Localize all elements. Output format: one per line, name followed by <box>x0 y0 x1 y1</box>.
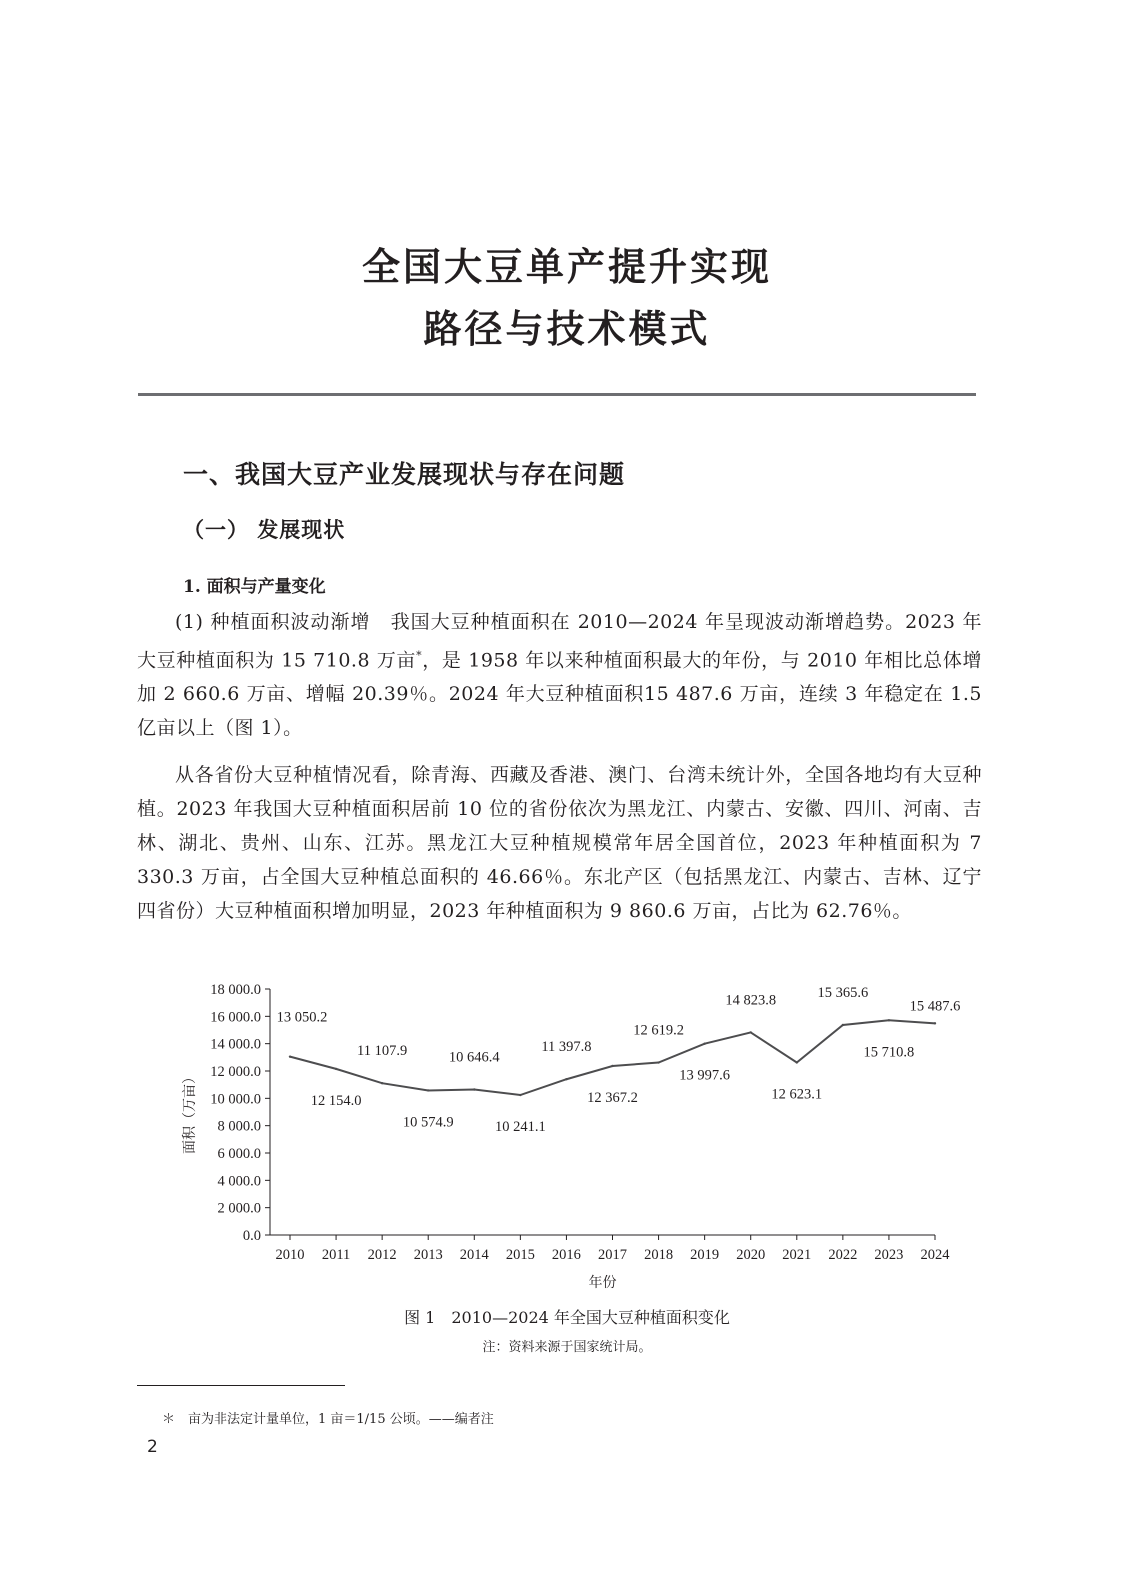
subsubsection-heading: 1. 面积与产量变化 <box>183 577 326 597</box>
y-tick-label: 10 000.0 <box>210 1091 261 1108</box>
y-axis-title: 面积（万亩） <box>182 1070 198 1154</box>
y-tick-label: 8 000.0 <box>217 1118 261 1135</box>
y-tick-label: 16 000.0 <box>210 1009 261 1026</box>
x-tick-label: 2020 <box>736 1247 766 1263</box>
data-label: 10 241.1 <box>494 1119 546 1136</box>
data-label: 11 397.8 <box>541 1039 592 1056</box>
x-tick-label: 2022 <box>828 1247 858 1263</box>
x-tick-label: 2016 <box>551 1247 581 1263</box>
footnote-marker: * <box>416 649 423 662</box>
x-tick-label: 2023 <box>874 1247 904 1263</box>
area-line-chart <box>170 978 961 1298</box>
paragraph-1-part-2: ，是 1958 年以来种植面积最大的年份，与 2010 年相比总体增加 2 660.6 万亩、增幅 20.39％。2024 年大豆种植面积15 487.6 万亩，连续 3 年稳定在 1.5 亿亩以上（图 1）。 <box>137 649 982 740</box>
figure-note: 注：资料来源于国家统计局。 <box>482 1340 652 1355</box>
data-point <box>750 1031 752 1033</box>
data-label: 11 107.9 <box>357 1043 408 1060</box>
y-tick-label: 18 000.0 <box>210 982 261 998</box>
y-tick-label: 12 000.0 <box>210 1064 261 1080</box>
paragraph-1-part-1: (1) 种植面积波动渐增 我国大豆种植面积在 2010—2024 年呈现波动渐增趋势。2023 年大豆种植面积为 15 710.8 万亩 <box>137 611 982 672</box>
paragraph-2 <box>137 758 982 928</box>
data-point <box>842 1024 844 1026</box>
data-point <box>703 1042 705 1044</box>
y-tick-label: 6 000.0 <box>217 1146 261 1162</box>
x-tick-label: 2012 <box>367 1247 397 1263</box>
data-point <box>934 1022 936 1024</box>
data-label: 12 619.2 <box>633 1022 684 1039</box>
title-line-1: 全国大豆单产提升实现 <box>361 245 772 289</box>
x-tick-label: 2021 <box>782 1247 812 1263</box>
x-tick-label: 2013 <box>413 1247 443 1263</box>
data-point <box>657 1061 659 1063</box>
data-point <box>796 1061 798 1063</box>
chart-svg <box>170 978 961 1298</box>
data-point <box>427 1089 429 1091</box>
section-heading: 一、我国大豆产业发展现状与存在问题 <box>183 460 626 489</box>
x-tick-label: 2017 <box>598 1247 627 1263</box>
data-point <box>381 1082 383 1084</box>
x-tick-label: 2019 <box>690 1247 720 1263</box>
x-tick-label: 2011 <box>321 1247 351 1263</box>
y-tick-label: 4 000.0 <box>217 1173 261 1190</box>
x-tick-label: 2014 <box>459 1247 489 1263</box>
data-point <box>335 1068 337 1070</box>
data-label: 12 154.0 <box>310 1092 362 1109</box>
x-tick-label: 2015 <box>505 1247 535 1263</box>
footnote: ＊ 亩为非法定计量单位，1 亩＝1/15 公顷。——编者注 <box>162 1412 494 1427</box>
data-label: 15 710.8 <box>863 1044 915 1061</box>
title-line-2: 路径与技术模式 <box>423 307 711 351</box>
y-tick-label: 14 000.0 <box>210 1036 261 1053</box>
data-label: 13 997.6 <box>679 1067 731 1084</box>
data-label: 10 646.4 <box>448 1049 500 1066</box>
data-point <box>519 1094 521 1096</box>
footnote-divider <box>137 1385 345 1386</box>
data-label: 12 367.2 <box>587 1089 638 1106</box>
data-point <box>611 1065 613 1067</box>
y-tick-label: 0.0 <box>242 1228 261 1244</box>
subsection-heading: （一） 发展现状 <box>183 517 346 542</box>
data-point <box>888 1019 890 1021</box>
data-point <box>289 1055 291 1057</box>
paragraph-2-text: 从各省份大豆种植情况看，除青海、西藏及香港、澳门、台湾未统计外，全国各地均有大豆种植。2023 年我国大豆种植面积居前 10 位的省份依次为黑龙江、内蒙古、安徽、四川、河南、吉林、湖北、贵州、山东、江苏。黑龙江大豆种植规模常年居全国首位，2023 年种植面积为 7 330.3 万亩，占全国大豆种植总面积的 46.66％。东北产区（包括黑龙江、内蒙古、吉林、辽宁四省份）大豆种植面积增加明显，2023 年种植面积为 9 860.6 万亩，占比为 62.76％。 <box>137 764 982 922</box>
x-axis-title: 年份 <box>588 1275 617 1291</box>
data-point <box>473 1088 475 1090</box>
page-number: 2 <box>147 1437 158 1457</box>
x-tick-label: 2010 <box>275 1247 305 1263</box>
data-label: 15 487.6 <box>909 998 961 1015</box>
data-label: 13 050.2 <box>276 1009 328 1026</box>
figure-caption: 图 1 2010—2024 年全国大豆种植面积变化 <box>404 1308 730 1327</box>
x-tick-label: 2018 <box>644 1247 674 1263</box>
paragraph-1 <box>137 605 982 745</box>
data-label: 14 823.8 <box>725 992 777 1009</box>
data-label: 15 365.6 <box>817 985 869 1002</box>
title-block <box>0 236 1134 360</box>
data-point <box>565 1078 567 1080</box>
data-label: 10 574.9 <box>402 1114 454 1131</box>
x-tick-label: 2024 <box>920 1247 950 1263</box>
y-tick-label: 2 000.0 <box>217 1200 261 1217</box>
data-label: 12 623.1 <box>771 1086 823 1103</box>
title-divider <box>138 393 976 396</box>
